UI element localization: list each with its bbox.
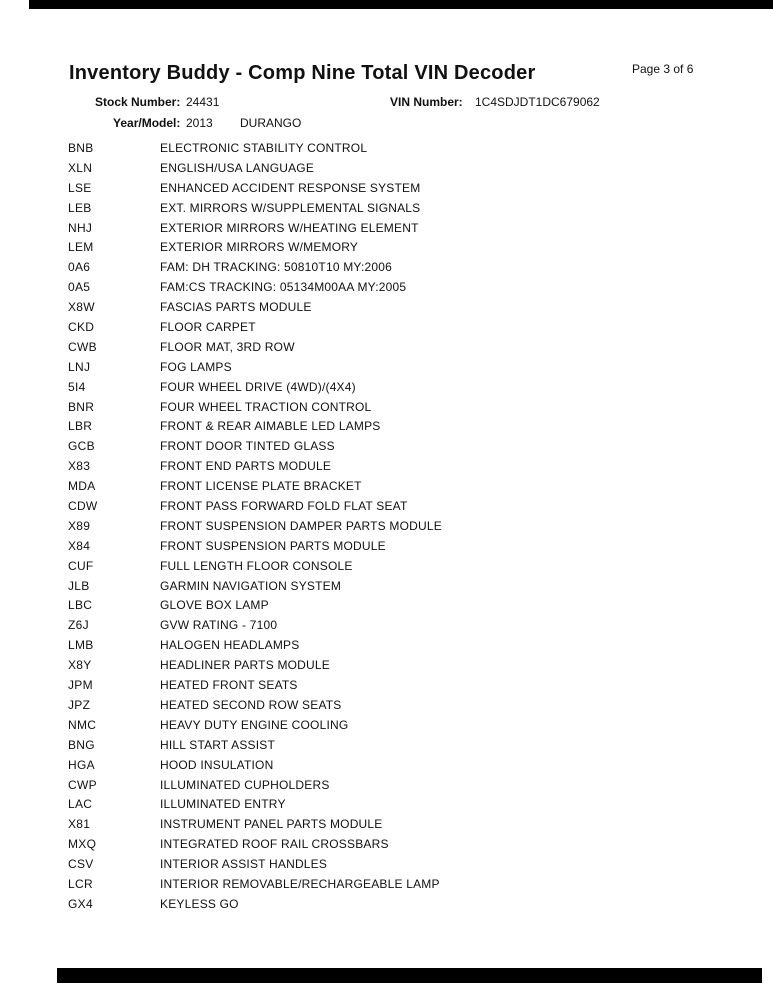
option-description: ILLUMINATED CUPHOLDERS — [160, 777, 330, 792]
option-code: 0A5 — [68, 280, 91, 295]
option-description: GARMIN NAVIGATION SYSTEM — [160, 578, 342, 593]
option-row — [68, 557, 753, 577]
option-description: FLOOR CARPET — [160, 320, 256, 335]
option-description: FRONT PASS FORWARD FOLD FLAT SEAT — [160, 499, 408, 514]
option-row — [68, 139, 753, 159]
option-row — [68, 696, 753, 716]
option-description: GVW RATING - 7100 — [160, 618, 278, 633]
option-row — [68, 795, 753, 815]
stock-number-value: 24431 — [186, 95, 220, 109]
option-code: CWB — [68, 339, 97, 354]
option-row — [68, 756, 753, 776]
scan-artifact-bottom-bar — [57, 968, 762, 983]
option-row — [68, 875, 753, 895]
option-row — [68, 457, 753, 477]
option-row — [68, 636, 753, 656]
option-description: GLOVE BOX LAMP — [160, 598, 269, 613]
option-code: LNJ — [68, 359, 91, 374]
option-code: X81 — [68, 817, 91, 832]
option-code: MXQ — [68, 837, 97, 852]
option-row — [68, 219, 753, 239]
option-code: BNG — [68, 737, 95, 752]
option-code: LEM — [68, 240, 94, 255]
option-description: FRONT & REAR AIMABLE LED LAMPS — [160, 419, 381, 434]
option-code: 0A6 — [68, 260, 91, 275]
option-code: X8W — [68, 300, 95, 315]
option-description: HILL START ASSIST — [160, 737, 275, 752]
option-code: XLN — [68, 160, 93, 175]
page-title: Inventory Buddy - Comp Nine Total VIN Decoder — [69, 62, 536, 84]
year-model-label: Year/Model: — [113, 116, 181, 130]
option-description: KEYLESS GO — [160, 896, 239, 911]
option-code: CUF — [68, 558, 94, 573]
option-description: FRONT DOOR TINTED GLASS — [160, 439, 335, 454]
option-code: Z6J — [68, 618, 89, 633]
option-row — [68, 477, 753, 497]
stock-number-label: Stock Number: — [95, 95, 181, 109]
option-row — [68, 159, 753, 179]
option-description: FRONT END PARTS MODULE — [160, 459, 332, 474]
option-description: EXTERIOR MIRRORS W/HEATING ELEMENT — [160, 220, 419, 235]
option-code: X84 — [68, 538, 91, 553]
option-code: BNB — [68, 141, 94, 155]
option-row — [68, 577, 753, 597]
option-row — [68, 895, 753, 915]
option-description: EXT. MIRRORS W/SUPPLEMENTAL SIGNALS — [160, 200, 421, 215]
option-code: MDA — [68, 479, 96, 494]
option-code: X89 — [68, 518, 91, 533]
option-description: FRONT SUSPENSION DAMPER PARTS MODULE — [160, 518, 442, 533]
model-value: DURANGO — [240, 116, 302, 130]
option-description: ENHANCED ACCIDENT RESPONSE SYSTEM — [160, 180, 421, 195]
option-row — [68, 855, 753, 875]
option-row — [68, 378, 753, 398]
option-description: FLOOR MAT, 3RD ROW — [160, 339, 295, 354]
option-description: FAM:CS TRACKING: 05134M00AA MY:2005 — [160, 280, 407, 295]
option-description: FAM: DH TRACKING: 50810T10 MY:2006 — [160, 260, 393, 275]
option-row — [68, 179, 753, 199]
option-description: INTERIOR REMOVABLE/RECHARGEABLE LAMP — [160, 876, 440, 891]
option-row — [68, 338, 753, 358]
option-code: GCB — [68, 439, 95, 454]
option-description: HEAVY DUTY ENGINE COOLING — [160, 717, 349, 732]
option-code: LBR — [68, 419, 93, 434]
option-row — [68, 278, 753, 298]
option-description: INTEGRATED ROOF RAIL CROSSBARS — [160, 837, 389, 852]
option-code: BNR — [68, 399, 95, 414]
option-description: FOUR WHEEL TRACTION CONTROL — [160, 399, 372, 414]
option-row — [68, 517, 753, 537]
option-row — [68, 398, 753, 418]
option-code: HGA — [68, 757, 95, 772]
option-code: NHJ — [68, 220, 93, 235]
option-row — [68, 676, 753, 696]
option-description: FOUR WHEEL DRIVE (4WD)/(4X4) — [160, 379, 356, 394]
option-row — [68, 417, 753, 437]
option-description: FASCIAS PARTS MODULE — [160, 300, 312, 315]
option-code: X83 — [68, 459, 91, 474]
option-description: HEATED FRONT SEATS — [160, 678, 298, 693]
option-row — [68, 358, 753, 378]
option-row — [68, 815, 753, 835]
option-code: JPZ — [68, 697, 91, 712]
option-code: LMB — [68, 638, 94, 653]
option-code: JPM — [68, 678, 93, 693]
option-description: INTERIOR ASSIST HANDLES — [160, 857, 328, 872]
scan-artifact-top-bar — [29, 0, 773, 9]
option-code: LEB — [68, 200, 92, 215]
option-row — [68, 736, 753, 756]
options-list — [68, 139, 753, 915]
option-code: LSE — [68, 180, 92, 195]
option-description: ILLUMINATED ENTRY — [160, 797, 286, 812]
option-code: CSV — [68, 857, 94, 872]
option-code: X8Y — [68, 658, 92, 673]
option-description: HOOD INSULATION — [160, 757, 274, 772]
option-code: LCR — [68, 876, 93, 891]
option-row — [68, 238, 753, 258]
option-row — [68, 537, 753, 557]
option-description: ELECTRONIC STABILITY CONTROL — [160, 141, 368, 155]
option-description: HEADLINER PARTS MODULE — [160, 658, 330, 673]
option-row — [68, 776, 753, 796]
option-description: FRONT SUSPENSION PARTS MODULE — [160, 538, 386, 553]
option-description: ENGLISH/USA LANGUAGE — [160, 160, 315, 175]
option-row — [68, 298, 753, 318]
option-row — [68, 835, 753, 855]
option-row — [68, 318, 753, 338]
option-row — [68, 497, 753, 517]
option-code: CDW — [68, 499, 98, 514]
option-description: INSTRUMENT PANEL PARTS MODULE — [160, 817, 383, 832]
page-number-indicator: Page 3 of 6 — [632, 62, 694, 76]
option-description: HALOGEN HEADLAMPS — [160, 638, 300, 653]
option-row — [68, 716, 753, 736]
option-code: LBC — [68, 598, 93, 613]
option-row — [68, 199, 753, 219]
year-value: 2013 — [186, 116, 213, 130]
option-description: EXTERIOR MIRRORS W/MEMORY — [160, 240, 359, 255]
option-description: FULL LENGTH FLOOR CONSOLE — [160, 558, 353, 573]
option-code: LAC — [68, 797, 93, 812]
option-code: JLB — [68, 578, 90, 593]
vin-number-label: VIN Number: — [390, 95, 463, 109]
option-description: FOG LAMPS — [160, 359, 232, 374]
option-code: CWP — [68, 777, 97, 792]
option-row — [68, 656, 753, 676]
option-description: FRONT LICENSE PLATE BRACKET — [160, 479, 362, 494]
option-row — [68, 437, 753, 457]
option-row — [68, 596, 753, 616]
vin-number-value: 1C4SDJDT1DC679062 — [475, 95, 600, 109]
option-code: CKD — [68, 320, 95, 335]
option-row — [68, 258, 753, 278]
option-code: 5I4 — [68, 379, 86, 394]
option-code: NMC — [68, 717, 97, 732]
option-code: GX4 — [68, 896, 93, 911]
option-description: HEATED SECOND ROW SEATS — [160, 697, 342, 712]
option-row — [68, 616, 753, 636]
